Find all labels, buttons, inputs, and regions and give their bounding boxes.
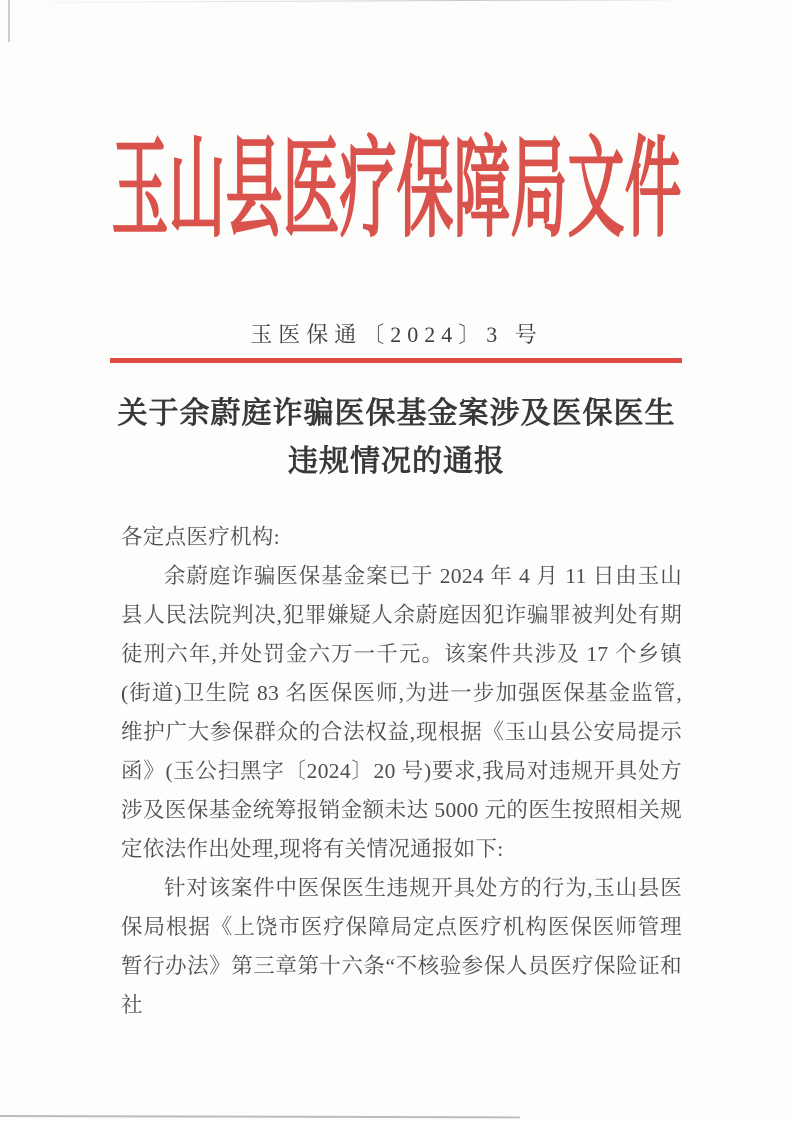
salutation-line: 各定点医疗机构:	[121, 525, 280, 549]
document-reference-number: 玉医保通〔2024〕3 号	[250, 322, 543, 347]
document-body	[121, 518, 682, 1025]
document-title-line2: 违规情况的通报	[288, 445, 505, 478]
document-title-line1: 关于余蔚庭诈骗医保基金案涉及医保医生	[117, 397, 676, 430]
body-paragraph-1: 余蔚庭诈骗医保基金案已于 2024 年 4 月 11 日由玉山县人民法院判决,犯罪嫌疑人余蔚庭因犯诈骗罪被判处有期徒刑六年,并处罚金六万一千元。该案件共涉及 17 个乡镇(街道)卫生院 83 名医保医师,为进一步加强医保基金监管,维护广大参保群众的合法权益,现根据《玉山县公安局提示函》(玉公扫黑字〔2024〕20 号)要求,我局对违规开具处方涉及医保基金统筹报销金额未达 5000 元的医生按照相关规定依法作出处理,现将有关情况通报如下:	[121, 564, 682, 861]
scan-artifact-top-edge	[0, 0, 793, 3]
body-paragraph-2: 针对该案件中医保医生违规开具处方的行为,玉山县医保局根据《上饶市医疗保障局定点医疗机构医保医师管理暂行办法》第三章第十六条“不核验参保人员医疗保险证和社	[121, 876, 682, 1017]
agency-header-title: 玉山县医疗保障局文件	[111, 130, 682, 252]
scan-artifact-left-edge	[8, 0, 10, 42]
scan-artifact-bottom-edge	[0, 1115, 520, 1118]
document-title	[0, 390, 793, 486]
red-divider-rule	[110, 358, 682, 363]
